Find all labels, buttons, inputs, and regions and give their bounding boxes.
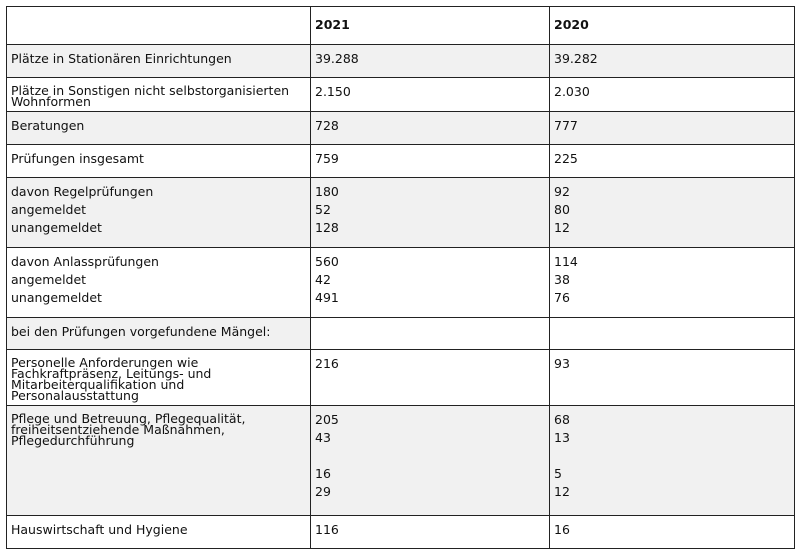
value-2021: 759 xyxy=(311,145,550,178)
row-label: Plätze in Stationären Einrichtungen xyxy=(7,45,311,78)
label-line: davon Anlassprüfungen xyxy=(11,254,159,269)
value-line: 29 xyxy=(315,484,331,499)
row-label xyxy=(7,78,311,112)
value-2021: 728 xyxy=(311,112,550,145)
row-label: Beratungen xyxy=(7,112,311,145)
table-row xyxy=(7,318,795,350)
value-2020: 225 xyxy=(550,145,795,178)
value-2021 xyxy=(311,178,550,248)
value-gap xyxy=(554,447,790,465)
value-line: 560 xyxy=(315,254,339,269)
table-row xyxy=(7,248,795,318)
value-line: 68 xyxy=(554,412,570,427)
value-2020: 777 xyxy=(550,112,795,145)
value-2020: 16 xyxy=(550,516,795,549)
value-line: 43 xyxy=(315,430,331,445)
table-row xyxy=(7,178,795,248)
value-line: 52 xyxy=(315,202,331,217)
header-label-cell xyxy=(7,7,311,45)
value-2021: 216 xyxy=(311,350,550,406)
value-2020: 39.282 xyxy=(550,45,795,78)
row-label xyxy=(7,350,311,406)
row-label: Hauswirtschaft und Hygiene xyxy=(7,516,311,549)
header-2021: 2021 xyxy=(311,7,550,45)
value-2021 xyxy=(311,318,550,350)
header-2020: 2020 xyxy=(550,7,795,45)
label-line: angemeldet xyxy=(11,272,87,287)
value-gap xyxy=(315,447,545,465)
statistics-table xyxy=(6,6,795,549)
label-line: angemeldet xyxy=(11,202,87,217)
value-line: 128 xyxy=(315,220,339,235)
value-line: 92 xyxy=(554,184,570,199)
value-line: 5 xyxy=(554,466,562,481)
value-2021: 2.150 xyxy=(311,78,550,112)
value-line: 205 xyxy=(315,412,339,427)
value-2021 xyxy=(311,406,550,516)
row-label: bei den Prüfungen vorgefundene Mängel: xyxy=(7,318,311,350)
value-2020 xyxy=(550,248,795,318)
row-label xyxy=(7,178,311,248)
value-line: 38 xyxy=(554,272,570,287)
value-line: 16 xyxy=(315,466,331,481)
label-line: unangemeldet xyxy=(11,290,102,305)
value-2020: 93 xyxy=(550,350,795,406)
value-2020 xyxy=(550,178,795,248)
value-line: 76 xyxy=(554,290,570,305)
value-line: 114 xyxy=(554,254,578,269)
value-2021 xyxy=(311,248,550,318)
value-line: 180 xyxy=(315,184,339,199)
table-row xyxy=(7,45,795,78)
table-row xyxy=(7,112,795,145)
row-label xyxy=(7,248,311,318)
value-line: 491 xyxy=(315,290,339,305)
table-row xyxy=(7,350,795,406)
table-row xyxy=(7,145,795,178)
value-2021: 116 xyxy=(311,516,550,549)
value-2020: 2.030 xyxy=(550,78,795,112)
row-label-text: Personelle Anforderungen wie Fachkraftpräsenz, Leitungs- und Mitarbeiterqualifikation und Personalausstattung xyxy=(11,355,212,403)
table-row xyxy=(7,78,795,112)
row-label-text: Pflege und Betreuung, Pflegequalität, freiheitsentziehende Maßnahmen, Pflegedurchführung xyxy=(11,411,246,448)
label-line: unangemeldet xyxy=(11,220,102,235)
row-label-text: Plätze in Sonstigen nicht selbstorganisierten Wohnformen xyxy=(11,83,290,109)
table-row xyxy=(7,406,795,516)
table-row xyxy=(7,516,795,549)
value-2021: 39.288 xyxy=(311,45,550,78)
value-line: 13 xyxy=(554,430,570,445)
row-label xyxy=(7,406,311,516)
value-line: 80 xyxy=(554,202,570,217)
header-row xyxy=(7,7,795,45)
row-label: Prüfungen insgesamt xyxy=(7,145,311,178)
value-2020 xyxy=(550,318,795,350)
label-line: davon Regelprüfungen xyxy=(11,184,154,199)
value-line: 42 xyxy=(315,272,331,287)
value-2020 xyxy=(550,406,795,516)
value-line: 12 xyxy=(554,220,570,235)
value-line: 12 xyxy=(554,484,570,499)
